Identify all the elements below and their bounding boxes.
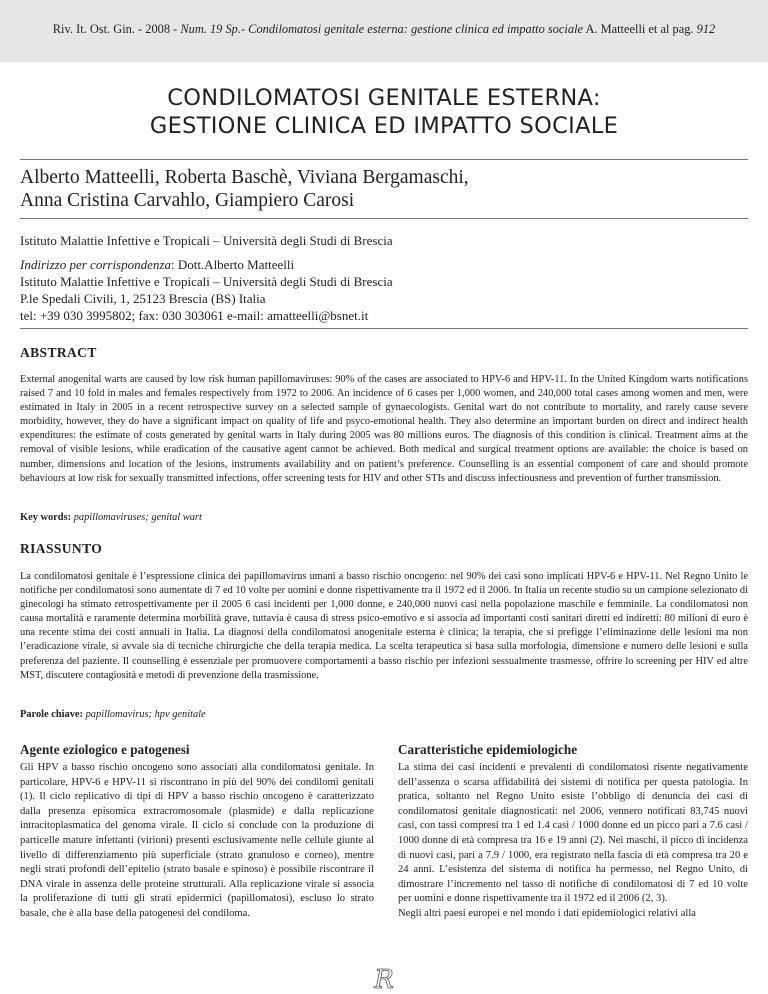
epidemiology-paragraph-2: Negli altri paesi europei e nel mondo i dati epidemiologici relativi alla (398, 907, 697, 919)
abstract-text: External anogenital warts are caused by low risk human papillomaviruses: 90% of the cases are associated to HPV-6 and HPV-11. In the United Kingdom warts notifications raised 7 and 10 fold in males and females respectively from 1972 to 2006. An incidence of 6 cases per 1,000 women, and 240,000 total cases among women and men, were estimated in Italy in 2005 in a recent retrospective survey on a selected sample of gynaecologists. Genital wart do not contribute to mortality, and rarely cause severe morbidity, however, they do have a significant impact on quality of life and psyco-emotional health. They also determine an important burden on direct and indirect health expenditures: the estimate of costs generated by genital warts in Italy during 2005 was 80 millions euros. The diagnosis of this condition is clinical. Treatment aims at the removal of visible lesions, while eradication of the causative agent cannot be achieved. Both medical and surgical treatment options are available: the choice is based on number, dimensions and location of the lesions, instruments availability and on patient’s preference. Counselling is an essential component of care and should promote behaviours at low risk for sexually transmitted infections, offer screening tests for HIV and other STIs and discuss infectiousness and prevention of further transmission. (20, 374, 748, 484)
correspondence-line-2: Istituto Malattie Infettive e Tropicali – Università degli Studi di Brescia (20, 274, 393, 289)
page-number: 912 (696, 22, 716, 36)
section-text-etiology: Gli HPV a basso rischio oncogeno sono associati alla condilomatosi genitale. In particolare, HPV-6 e HPV-11 si riscontrano in più del 90% dei condilomi genitali (1). Il ciclo replicativo di tipi di HPV a basso rischio oncogeno è caratterizzato dalla presenza episomica extracromosomale (plasmide) e dalla replicazione intracitoplasmatica del genoma virale. Il ciclo si conclude con la produzione di particelle mature infettanti (virioni) presenti esclusivamente nelle cellule giunte al livello di differenziamento più superficiale (strato granuloso e corneo), mentre negli strati profondi dell’epitelio (strato basale e spinoso) è possibile riscontrare il DNA virale in assenza delle proteine strutturali. Alla replicazione virale si associa la proliferazione di tutti gli strati epidermici (papillomatosi), escluso lo strato basale, che è alla base della patogenesi del condiloma. (20, 762, 374, 919)
affiliation: Istituto Malattie Infettive e Tropicali – Università degli Studi di Brescia (20, 233, 393, 248)
journal-logo-letter: R (374, 966, 394, 992)
correspondence-label: Indirizzo per corrispondenza (20, 257, 171, 272)
authors-line-2: Anna Cristina Carvahlo, Giampiero Carosi (20, 190, 355, 211)
riassunto-keywords (20, 709, 206, 720)
running-head-bar (0, 0, 768, 62)
abstract-keywords (20, 512, 202, 523)
authors-line-1: Alberto Matteelli, Roberta Baschè, Viviana Bergamaschi, (20, 167, 469, 188)
author-list (20, 166, 469, 212)
correspondence-name: : Dott.Alberto Matteelli (170, 257, 295, 272)
parole-chiave-label: Parole chiave: (20, 709, 83, 720)
divider (20, 328, 748, 329)
running-head (0, 22, 768, 37)
divider (20, 159, 748, 160)
article-title (60, 84, 708, 140)
correspondence-block (20, 256, 393, 324)
section-heading-epidemiology: Caratteristiche epidemiologiche (398, 742, 578, 757)
running-head-page-label: pag. (672, 22, 694, 36)
running-head-journal: Riv. It. Ost. Gin. - 2008 - (52, 22, 178, 36)
title-line-2: GESTIONE CLINICA ED IMPATTO SOCIALE (149, 113, 619, 139)
section-heading-etiology: Agente eziologico e patogenesi (20, 742, 190, 757)
running-head-issue: Num. 19 Sp.- Condilomatosi genitale esterna: gestione clinica ed impatto sociale (180, 22, 584, 36)
divider (20, 218, 748, 219)
riassunto-heading: RIASSUNTO (20, 541, 103, 556)
riassunto-text: La condilomatosi genitale è l’espressione clinica dei papillomavirus umani a basso rischio oncogeno: nel 90% dei casi sono implicati HPV-6 e HPV-11. Nel Regno Unito le notifiche per condilomatosi sono aumentate di 7 ed 10 volte per uomini e donne rispettivamente tra il 1972 ed il 2006. In Italia un recente studio su un campione selezionato di ginecologi ha stimato retrospettivamente per il 2005 6 casi incidenti per 1,000 donne, e 240,000 nuovi casi nella popolazione maschile e femminile. La condilomatosi non causa mortalità e raramente determina morbilità grave, tuttavia è causa di stress psico-emotivo e si associa ad importanti costi sanitari diretti ed indiretti: 80 milioni di euro è una recente stima dei costi annuali in Italia. La diagnosi della condilomatosi anogenitale esterna è clinica; la terapia, che si prefigge l’eliminazione delle lesioni ma non l’eradicazione virale, si avvale sia di tecniche chirurgiche che della terapia medica. La scelta terapeutica si basa sulla morfologia, dimensione e numero delle lesioni e sulla preferenza del paziente. Il counselling è essenziale per promuovere comportamenti a basso rischio per infezioni sessualmente trasmesse, offrire lo screening per HIV ed altre MST, discutere contagiosità e metodi di prevenzione della trasmissione. (20, 571, 748, 681)
abstract-heading: ABSTRACT (20, 345, 97, 360)
keywords-label: Key words: (20, 512, 72, 523)
correspondence-line-3: P.le Spedali Civili, 1, 25123 Brescia (BS) Italia (20, 291, 266, 306)
running-head-authors: A. Matteelli et al (585, 22, 670, 36)
keywords-value: papillomaviruses; genital wart (73, 512, 202, 523)
title-line-1: CONDILOMATOSI GENITALE ESTERNA: (167, 85, 601, 111)
journal-logo (369, 966, 399, 992)
epidemiology-paragraph-1: La stima dei casi incidenti e prevalenti di condilomatosi risente negativamente dell’assenza o scarsa affidabilità dei sistemi di notifica per questa patologia. In pratica, soltanto nel Regno Unito esiste l’obbligo di denuncia dei casi di condilomatosi genitale diagnosticati: nel 2006, vennero notificati 83,745 nuovi casi, con tassi compresi tra 1 ed 1.4 casi / 1000 donne ed un picco pari a 7.6 casi / 1000 donne di età compresa tra 16 e 19 anni (2). Nei maschi, il picco di incidenza di nuovi casi, pari a 7.9 / 1000, era registrato nella fascia di età compresa tra 20 e 24 anni. L’esistenza del sistema di notifica ha permesso, nel Regno Unito, di dimostrare l’incremento nel tasso di notifiche di condilomatosi di 7 ed 10 volte per uomini e donne rispettivamente tra il 1972 ed il 2006 (2, 3). (398, 762, 748, 905)
parole-chiave-value: papillomavirus; hpv genitale (85, 709, 206, 720)
correspondence-line-4: tel: +39 030 3995802; fax: 030 303061 e-mail: amatteelli@bsnet.it (20, 308, 369, 323)
section-text-epidemiology (398, 761, 748, 922)
